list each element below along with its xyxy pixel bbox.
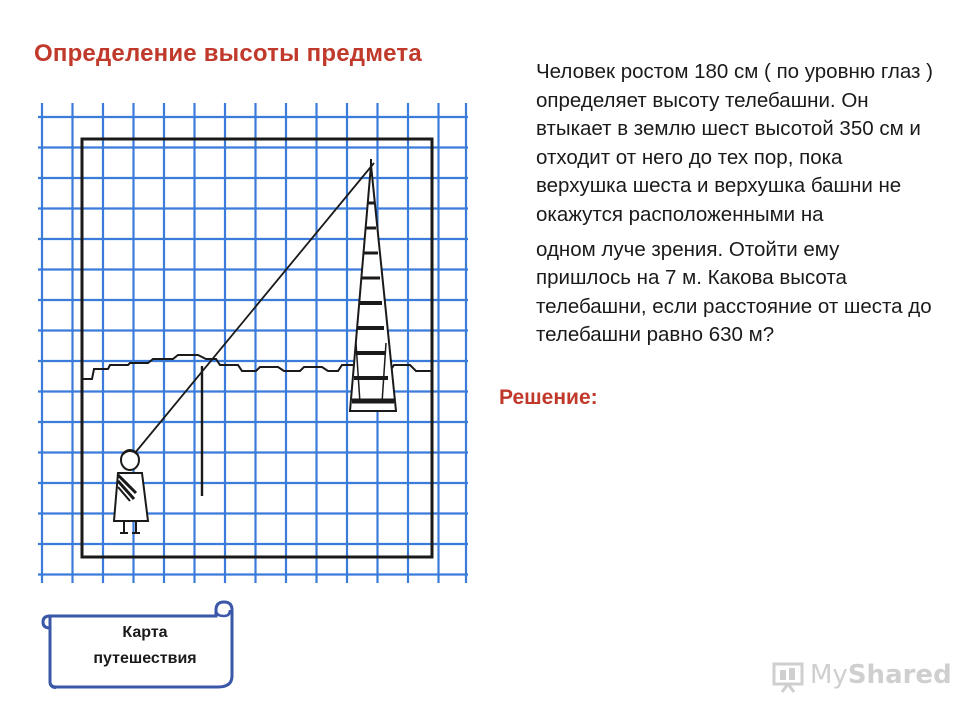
watermark-text <box>810 660 952 690</box>
slide-title: Определение высоты предмета <box>34 40 422 67</box>
grid-paper <box>38 103 468 583</box>
watermark-prefix: My <box>810 660 848 690</box>
travel-map-button[interactable] <box>40 598 240 690</box>
travel-map-label-line-1: Карта <box>122 624 168 641</box>
travel-map-label-line-2: путешествия <box>93 650 197 667</box>
problem-illustration <box>38 103 468 583</box>
problem-paragraph-1: Человек ростом 180 см ( по уровню глаз ) определяет высоту телебашни. Он втыкает в землю шест высотой 350 см и отходит от него до тех пор, пока верхушка шеста и верхушка башни не окажутся расположенными на <box>536 60 933 226</box>
travel-map-label <box>60 620 230 672</box>
watermark-brand: Shared <box>847 660 952 690</box>
problem-text <box>536 58 936 350</box>
observer <box>114 450 148 533</box>
solution-label: Решение: <box>499 386 598 409</box>
mysha​red-watermark <box>768 656 952 696</box>
illustration-svg <box>38 103 468 583</box>
line-of-sight <box>130 163 374 459</box>
problem-paragraph-2: одном луче зрения. Отойти ему пришлось на 7 м. Какова высота телебашни, если расстояние от шеста до телебашни равно 630 м? <box>536 237 932 347</box>
tv-tower <box>350 159 396 411</box>
presentation-icon <box>770 658 806 694</box>
